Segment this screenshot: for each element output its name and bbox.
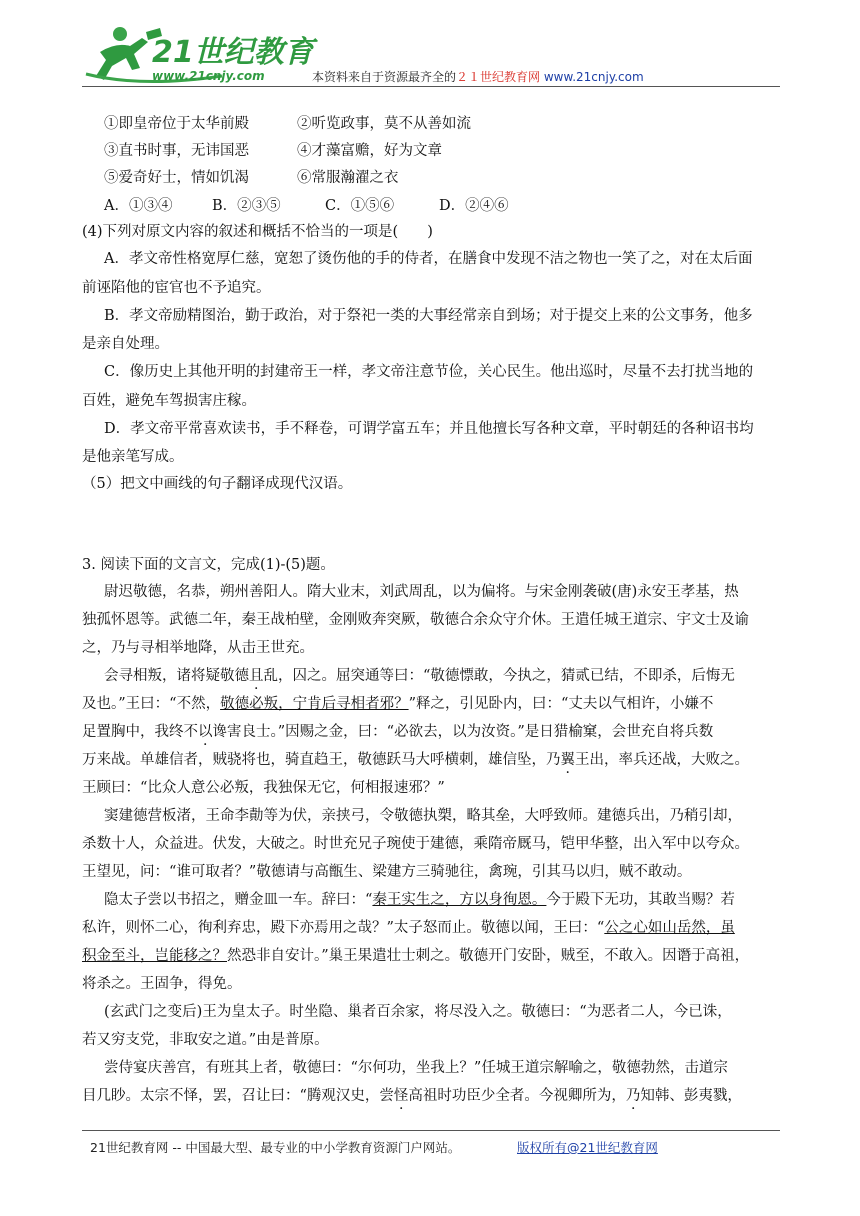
header-divider xyxy=(82,86,780,87)
q4-option-c-line1: C．像历史上其他开明的封建帝王一样，孝文帝注意节俭，关心民生。他出巡时，尽量不去打扰当地的 xyxy=(104,364,754,380)
passage-p2-line2: 及也。”王曰：“不然，敬德必叛，宁肯后寻相者邪？”释之，引见卧内，曰：“丈夫以气相许，小嫌不 xyxy=(82,696,714,712)
option-6: ⑥常服瀚濯之衣 xyxy=(297,170,399,186)
question-5-stem: （5）把文中画线的句子翻译成现代汉语。 xyxy=(82,476,353,492)
logo-url: www.21cnjy.com xyxy=(152,69,265,83)
underlined-sentence-3b: 积金至斗，岂能移之？ xyxy=(82,948,227,964)
passage-p2-line1: 会寻相叛，诸将疑敬德且乱，囚之。屈突通等曰：“敬德慓敢，今执之，猜贰已结，不即杀，后悔无 xyxy=(104,668,735,684)
choice-d: D．②④⑥ xyxy=(439,198,509,214)
option-4: ④才藻富赡，好为文章 xyxy=(297,143,442,159)
q4-option-d-line2: 是他亲笔写成。 xyxy=(82,449,184,465)
logo-text: 21世纪教育 xyxy=(152,35,314,70)
passage-p6-line2: 目几眇。太宗不怿，罢，召让曰：“腾观汉史，尝怪高祖时功臣少全者。今视卿所为，乃知韩、彭夷戮， xyxy=(82,1088,742,1104)
passage-p4-line1: 隐太子尝以书招之，赠金皿一车。辞曰：“秦王实生之，方以身徇恩。今于殿下无功，其敢当赐？若 xyxy=(104,892,735,908)
q4-option-c-line2: 百姓，避免车驾损害庄稼。 xyxy=(82,393,256,409)
question-4-stem: (4)下列对原文内容的叙述和概括不恰当的一项是( ) xyxy=(82,224,433,240)
choice-c: C．①⑤⑥ xyxy=(325,198,395,214)
header-site-link[interactable]: ２１世纪教育网 xyxy=(456,70,541,84)
passage-p5-line2: 若又穷支党，非取安之道。”由是普原。 xyxy=(82,1032,329,1048)
passage-p2-line5: 王顾曰：“比众人意公必叛，我独保无它，何相报速邪？” xyxy=(82,780,445,796)
page-header xyxy=(0,0,860,100)
passage-p4-line2: 私许，则怀二心，徇利弃忠，殿下亦焉用之哉？”太子怒而止。敬德以闻，王曰：“公之心如山岳然，虽 xyxy=(82,920,735,936)
passage-p3-line1: 窦建德营板渚，王命李勣等为伏，亲挟弓，令敬德执槊，略其垒，大呼致师。建德兵出，乃稍引却， xyxy=(104,808,742,824)
q4-option-b-line2: 是亲自处理。 xyxy=(82,336,169,352)
underlined-sentence-3a: 公之心如山岳然，虽 xyxy=(604,920,735,936)
passage-p1-line1: 尉迟敬德，名恭，朔州善阳人。隋大业末，刘武周乱，以为偏将。与宋金刚袭破(唐)永安王孝基，热 xyxy=(104,584,739,600)
header-notice-prefix: 本资料来自于资源最齐全的 xyxy=(312,70,457,84)
passage-p4-line3: 积金至斗，岂能移之？然恐非自安计。”巢王果遣壮士刺之。敬德开门安卧，贼至，不敢入。因谮于高祖， xyxy=(82,948,750,964)
option-1: ①即皇帝位于太华前殿 xyxy=(104,116,249,132)
underlined-sentence-1: 敬德必叛，宁肯后寻相者邪？ xyxy=(220,696,409,712)
q4-option-a-line1: A．孝文帝性格宽厚仁慈，宽恕了烫伤他的手的侍者，在膳食中发现不洁之物也一笑了之，对在太后面 xyxy=(104,251,753,267)
passage-p1-line3: 之，乃与寻相举地降，从击王世充。 xyxy=(82,640,314,656)
q4-option-d-line1: D．孝文帝平常喜欢读书，手不释卷，可谓学富五车；并且他擅长写各种文章，平时朝廷的各种诏书均 xyxy=(104,421,754,437)
passage-p4-line4: 将杀之。王固争，得免。 xyxy=(82,976,242,992)
passage-p1-line2: 独孤怀恩等。武德二年，秦王战柏壁，金刚败奔突厥，敬德合余众守介休。王遣任城王道宗、宇文士及谕 xyxy=(82,612,749,628)
footer-site-description: 21世纪教育网 -- 中国最大型、最专业的中小学教育资源门户网站。 xyxy=(90,1140,461,1155)
footer-divider xyxy=(82,1130,780,1131)
option-2: ②听览政事，莫不从善如流 xyxy=(297,116,471,132)
q4-option-b-line1: B．孝文帝励精图治，勤于政治，对于祭祀一类的大事经常亲自到场；对于提交上来的公文事务，他多 xyxy=(104,308,753,324)
choice-b: B．②③⑤ xyxy=(212,198,281,214)
header-url-link[interactable]: www.21cnjy.com xyxy=(543,70,644,84)
site-logo xyxy=(82,22,314,90)
runner-logo-icon xyxy=(82,22,314,90)
passage-p2-line3: 足置胸中，我终不以谗害良士。”因赐之金，曰：“必欲去，以为汝资。”是日猎榆窠，会世充自将兵数 xyxy=(82,724,714,740)
option-3: ③直书时事，无讳国恶 xyxy=(104,143,249,159)
choice-a: A．①③④ xyxy=(104,198,173,214)
passage-p2-line4: 万来战。单雄信者，贼骁将也，骑直趋王，敬德跃马大呼横刺，雄信坠，乃翼王出，率兵还战，大败之。 xyxy=(82,752,749,768)
passage-p3-line3: 王望见，问：“谁可取者？”敬德请与高甑生、梁建方三骑驰往，禽琬，引其马以归，贼不敢动。 xyxy=(82,864,692,880)
footer-copyright-link[interactable]: 版权所有@21世纪教育网 xyxy=(517,1140,658,1155)
underlined-sentence-2: 秦王实生之，方以身徇恩。 xyxy=(372,892,547,908)
q4-option-a-line2: 前诬陷他的宦官也不予追究。 xyxy=(82,280,271,296)
passage-p6-line1: 尝侍宴庆善宫，有班其上者，敬德曰：“尔何功，坐我上？”任城王道宗解喻之，敬德勃然，击道宗 xyxy=(104,1060,728,1076)
option-5: ⑤爱奇好士，情如饥渴 xyxy=(104,170,249,186)
header-notice xyxy=(312,68,644,85)
passage-p3-line2: 杀数十人，众益进。伏发，大破之。时世充兄子琬使于建德，乘隋帝厩马，铠甲华整，出入军中以夸众。 xyxy=(82,836,749,852)
passage-p5-line1: (玄武门之变后)王为皇太子。时坐隐、巢者百余家，将尽没入之。敬德曰：“为恶者二人，今已诛， xyxy=(104,1004,732,1020)
question-3-stem: 3. 阅读下面的文言文，完成(1)-(5)题。 xyxy=(82,557,335,573)
